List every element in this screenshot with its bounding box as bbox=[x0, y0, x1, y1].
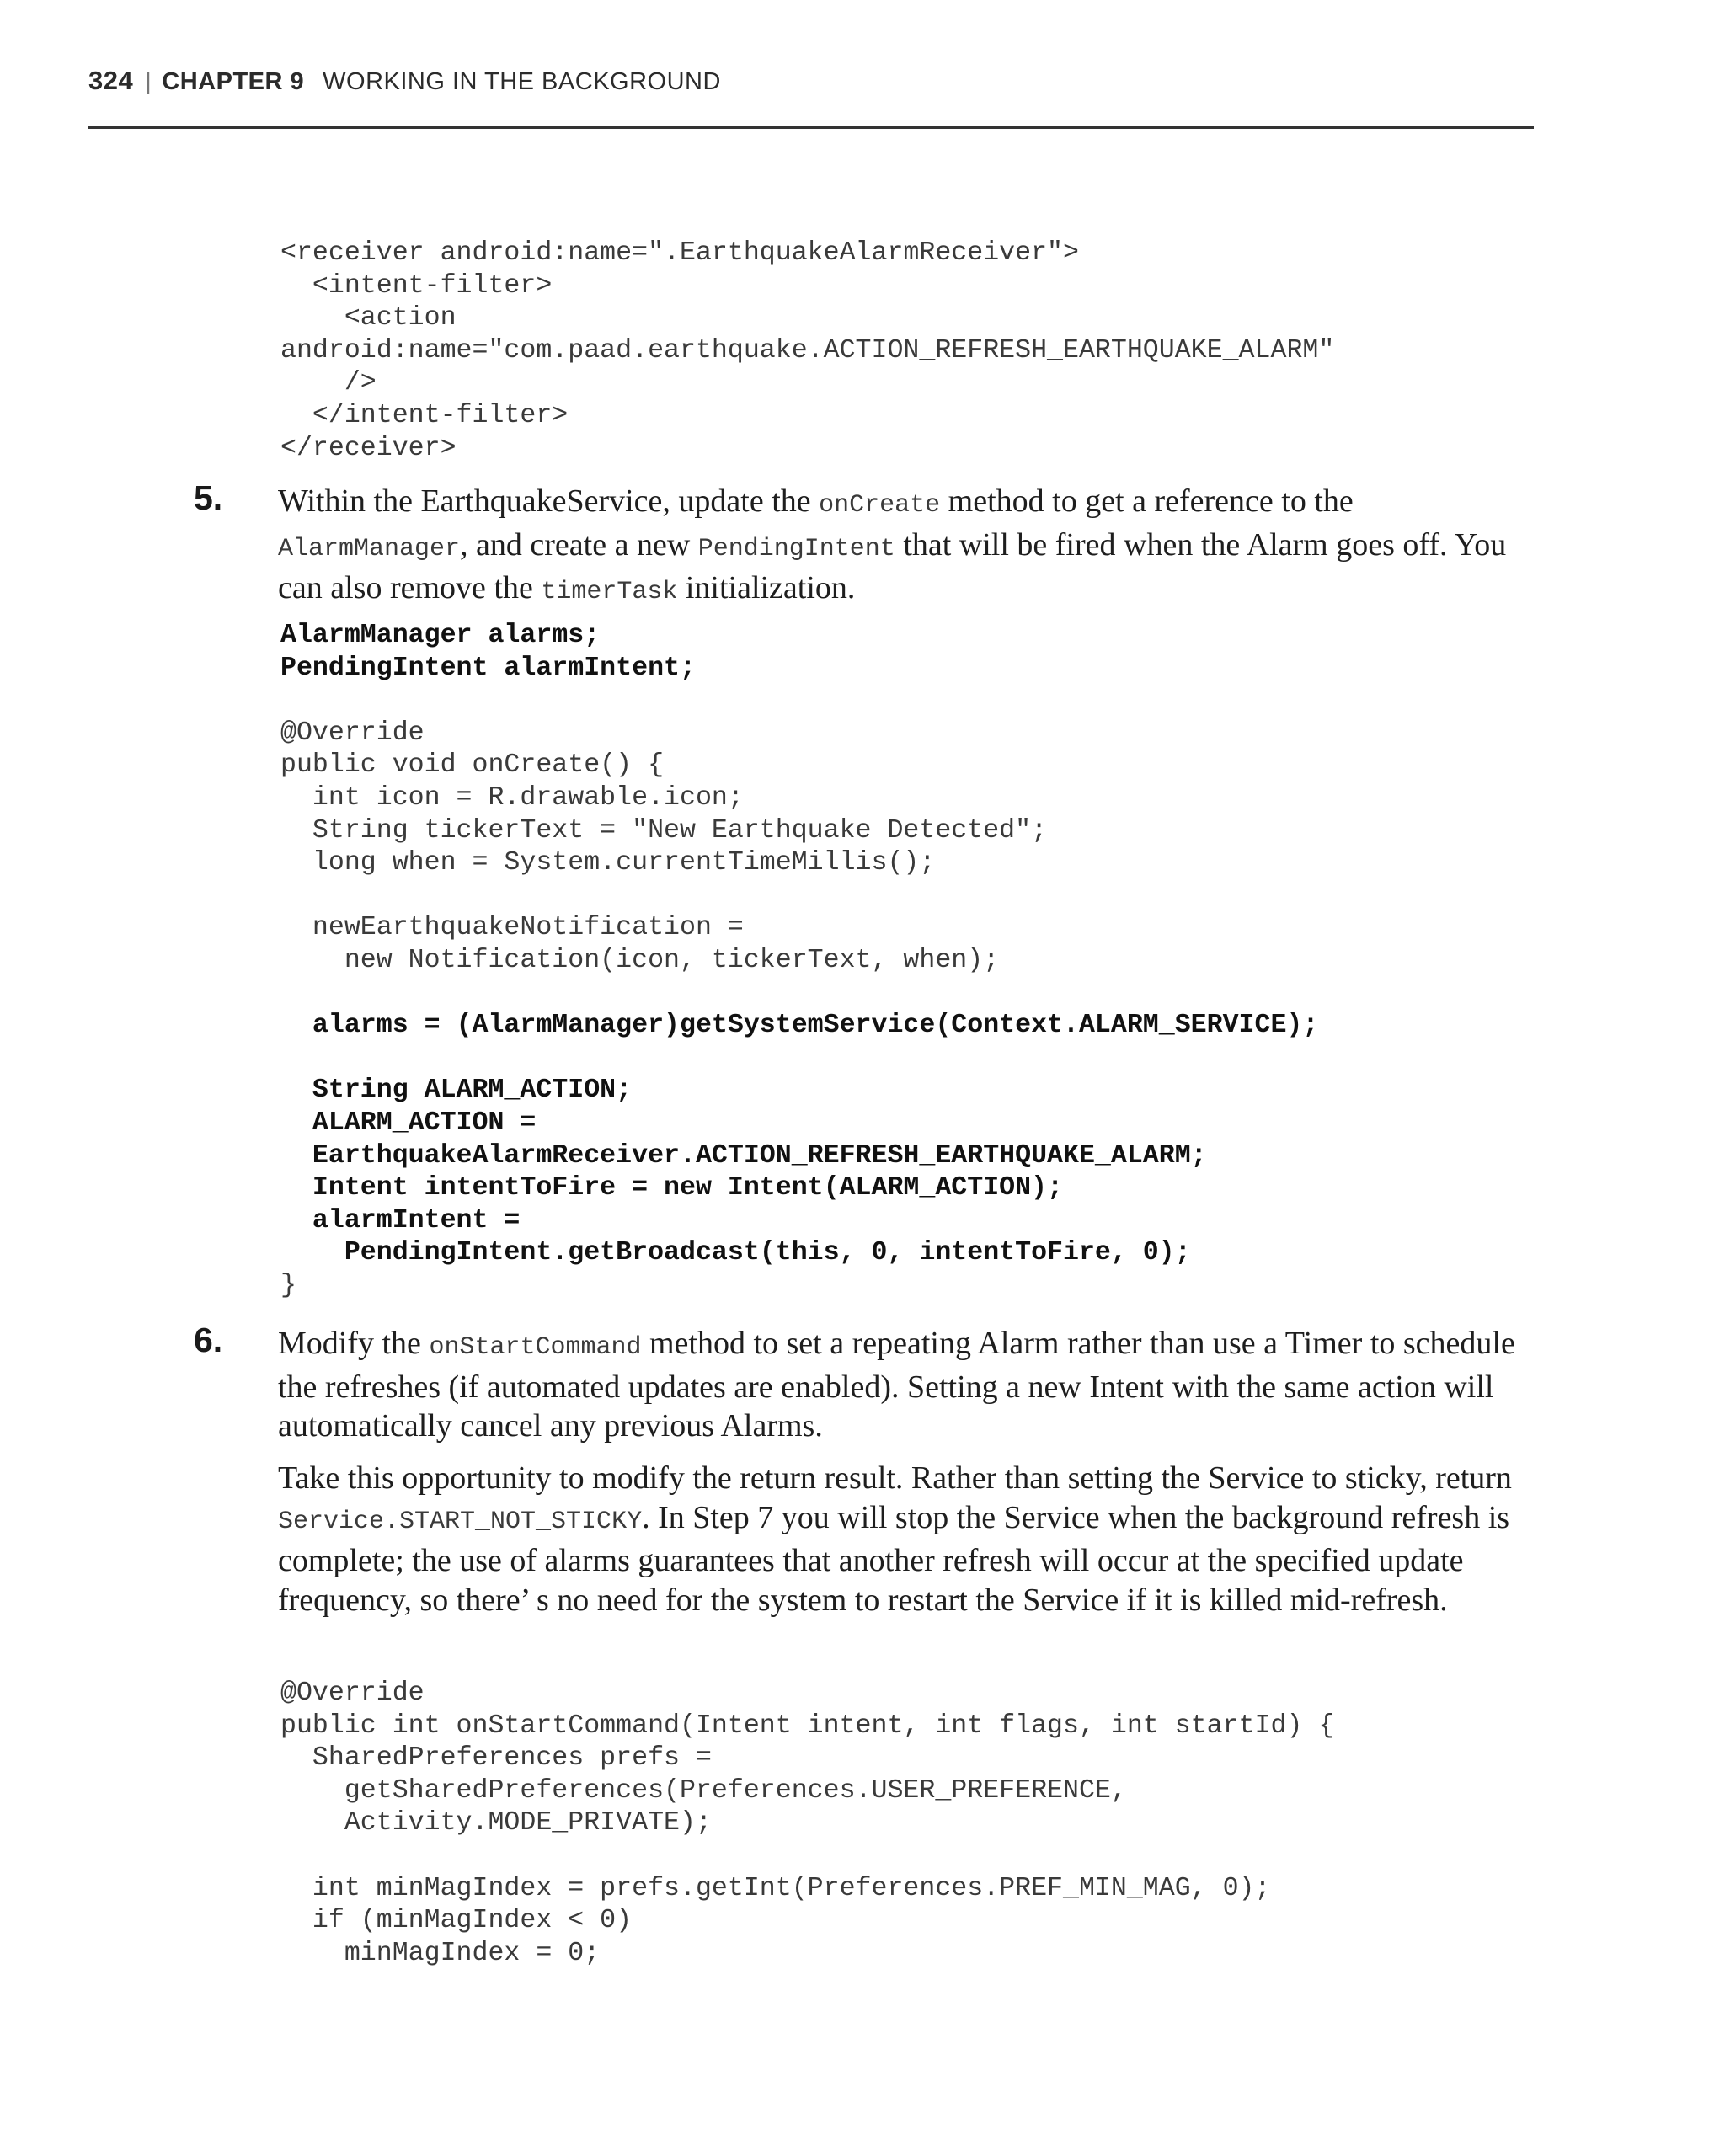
code-line: <receiver android:name=".EarthquakeAlarmReceiver"> bbox=[280, 238, 1079, 268]
step-6-paragraph-1 bbox=[278, 1324, 1541, 1446]
code-line: PendingIntent.getBroadcast(this, 0, intentToFire, 0); bbox=[280, 1238, 1191, 1268]
code-line: SharedPreferences prefs = bbox=[280, 1743, 712, 1774]
code-line: String tickerText = "New Earthquake Detected"; bbox=[280, 815, 1048, 846]
step-6-text: . In Step 7 you will stop the Service when the background refresh is complete; the use of alarms guarantees that another refresh will occur at the specified update frequency, so there’ s no need for the system to restart the Service if it is killed mid-refresh. bbox=[278, 1499, 1510, 1618]
running-header bbox=[88, 66, 721, 96]
step-5-text: , and create a new bbox=[460, 526, 698, 563]
code-line: PendingIntent alarmIntent; bbox=[280, 653, 696, 683]
code-line: public int onStartCommand(Intent intent, int flags, int startId) { bbox=[280, 1710, 1335, 1741]
header-rule bbox=[88, 126, 1534, 129]
code-line bbox=[280, 978, 1318, 1011]
code-line: </intent-filter> bbox=[280, 400, 569, 430]
code-line: minMagIndex = 0; bbox=[280, 1938, 601, 1968]
code-line: EarthquakeAlarmReceiver.ACTION_REFRESH_EARTHQUAKE_ALARM; bbox=[280, 1140, 1207, 1171]
code-line: String ALARM_ACTION; bbox=[280, 1075, 633, 1106]
code-line: Activity.MODE_PRIVATE); bbox=[280, 1808, 712, 1838]
code-line: AlarmManager alarms; bbox=[280, 621, 601, 650]
code-line: } bbox=[280, 1270, 296, 1300]
step-6-paragraph-2 bbox=[278, 1459, 1541, 1620]
inline-code: PendingIntent bbox=[697, 534, 895, 563]
code-line: new Notification(icon, tickerText, when); bbox=[280, 945, 1000, 975]
code-line bbox=[280, 685, 1318, 718]
code-line: public void onCreate() { bbox=[280, 750, 665, 781]
code-line bbox=[280, 1840, 1334, 1873]
step-6-text: Take this opportunity to modify the return result. Rather than setting the Service to sticky, return bbox=[278, 1460, 1512, 1496]
page-number: 324 bbox=[88, 66, 134, 95]
step-number-5: 5. bbox=[194, 478, 223, 517]
chapter-title: WORKING IN THE BACKGROUND bbox=[323, 68, 721, 95]
code-line: int icon = R.drawable.icon; bbox=[280, 782, 744, 813]
step-6-text: Modify the bbox=[278, 1326, 430, 1361]
code-line: alarms = (AlarmManager)getSystemService(Context.ALARM_SERVICE); bbox=[280, 1011, 1319, 1041]
code-line: @Override bbox=[280, 1678, 425, 1708]
step-5-text: method to get a reference to the bbox=[940, 483, 1354, 519]
code-line bbox=[280, 1043, 1318, 1075]
code-line: newEarthquakeNotification = bbox=[280, 913, 744, 943]
inline-code: timerTask bbox=[541, 578, 678, 606]
inline-code: AlarmManager bbox=[278, 534, 461, 563]
code-line bbox=[280, 880, 1318, 913]
code-line: if (minMagIndex < 0) bbox=[280, 1906, 633, 1936]
step-5-paragraph bbox=[278, 482, 1541, 612]
code-line: @Override bbox=[280, 718, 425, 748]
inline-code: Service.START_NOT_STICKY bbox=[278, 1507, 643, 1536]
code-line: <action bbox=[280, 303, 457, 334]
code-block-oncreate bbox=[280, 620, 1318, 1302]
code-line: android:name="com.paad.earthquake.ACTION_REFRESH_EARTHQUAKE_ALARM" bbox=[280, 335, 1335, 366]
header-separator: | bbox=[145, 68, 152, 95]
code-line: getSharedPreferences(Preferences.USER_PREFERENCE, bbox=[280, 1775, 1127, 1806]
step-5-text: initialization. bbox=[677, 570, 856, 606]
step-5-text: Within the EarthquakeService, update the bbox=[278, 483, 820, 519]
code-line: alarmIntent = bbox=[280, 1205, 521, 1235]
inline-code: onCreate bbox=[819, 491, 941, 520]
step-number-6: 6. bbox=[194, 1321, 223, 1359]
chapter-label: CHAPTER 9 bbox=[162, 68, 305, 95]
code-line: <intent-filter> bbox=[280, 270, 553, 301]
code-line: int minMagIndex = prefs.getInt(Preferences.PREF_MIN_MAG, 0); bbox=[280, 1873, 1271, 1903]
code-line: Intent intentToFire = new Intent(ALARM_ACTION); bbox=[280, 1173, 1064, 1203]
code-block-receiver bbox=[280, 237, 1334, 465]
code-block-onstartcommand bbox=[280, 1678, 1334, 1970]
code-line: </receiver> bbox=[280, 433, 457, 463]
inline-code: onStartCommand bbox=[429, 1333, 642, 1362]
code-line: ALARM_ACTION = bbox=[280, 1107, 537, 1138]
step-6-text: method to set a repeating Alarm rather than use a Timer to schedule the refreshes (if automated updates are enabled). Setting a new Intent with the same action will automatically cancel any previous Alarms. bbox=[278, 1326, 1515, 1444]
code-line: long when = System.currentTimeMillis(); bbox=[280, 848, 936, 878]
step-5-text: that will be fired when the Alarm goes off. You can also remove the bbox=[278, 526, 1507, 606]
code-line: /> bbox=[280, 368, 377, 398]
